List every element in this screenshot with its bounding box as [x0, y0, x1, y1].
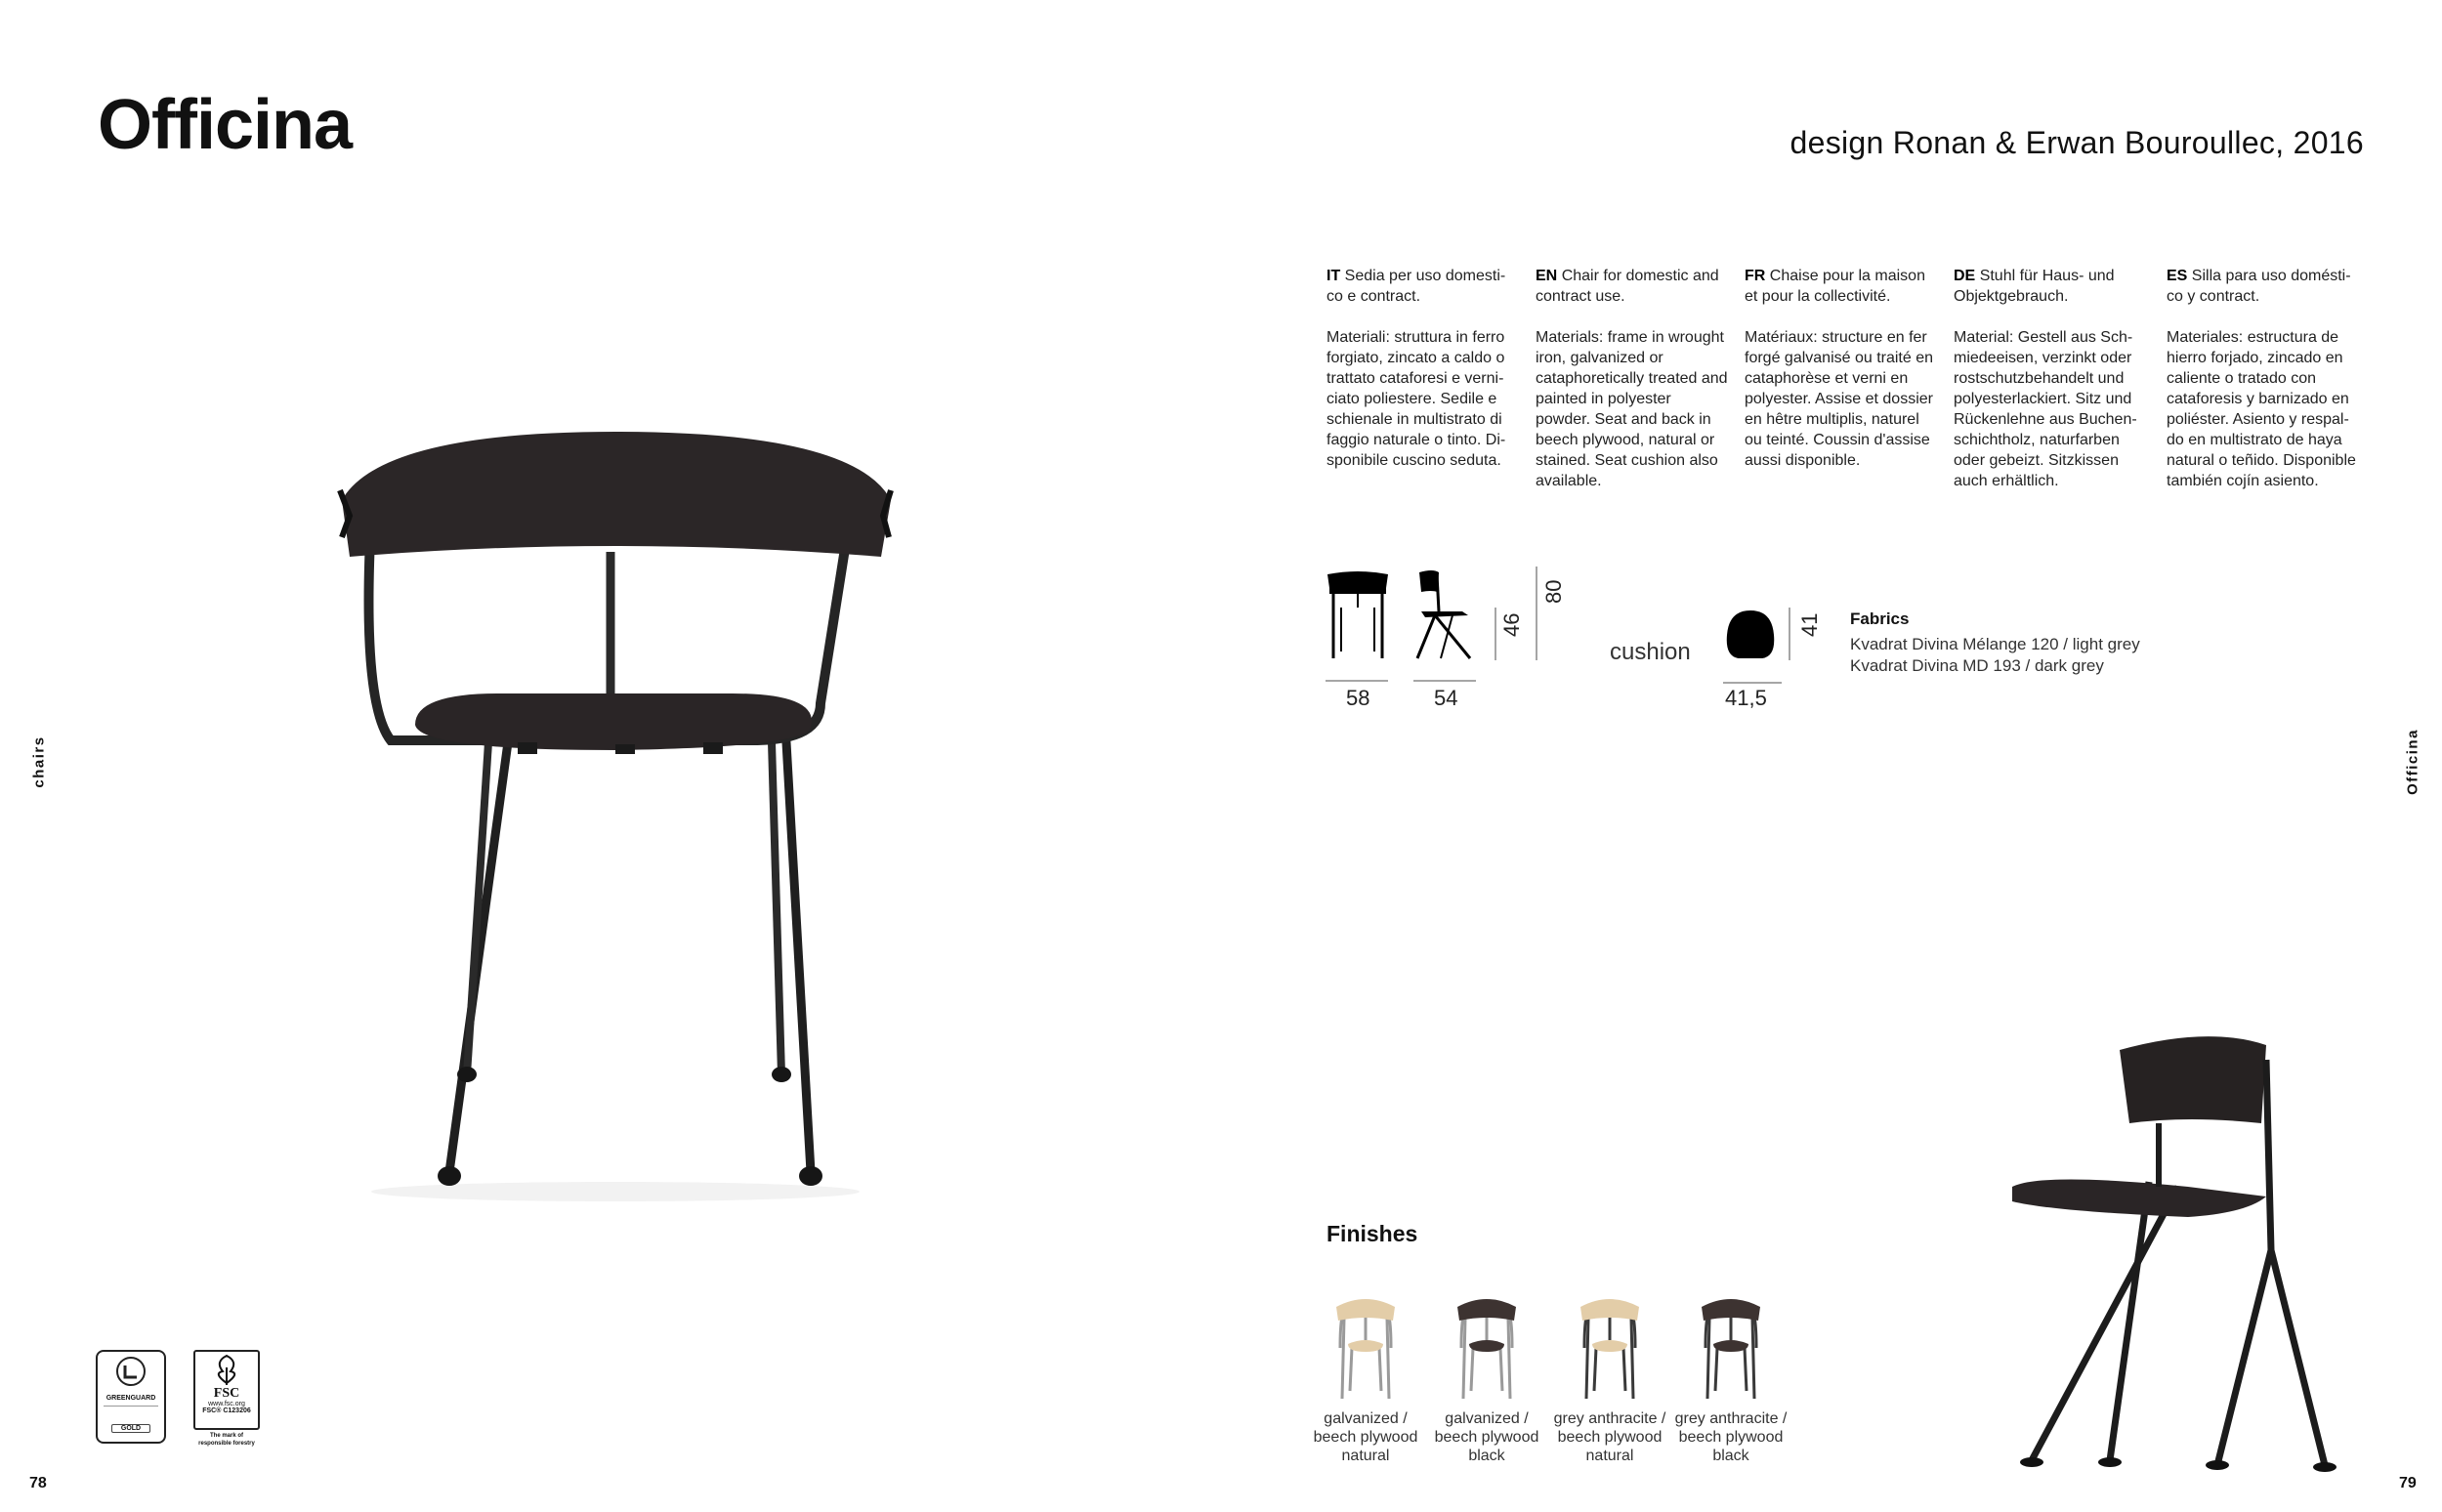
description-it [1326, 266, 1520, 491]
finish-chair-icon [1305, 1289, 1426, 1405]
description-es [2167, 266, 2360, 512]
description-intro: Silla para uso domésti-co y contract. [2167, 268, 2351, 305]
chair-front-photo [322, 410, 928, 1211]
dimension-total-height: 80 [1541, 579, 1566, 604]
description-intro: Stuhl für Haus- und Objektgebrauch. [1954, 268, 2115, 305]
greenguard-name: GREENGUARD [105, 1395, 156, 1402]
lang-code: IT [1326, 268, 1341, 284]
page-number-right: 79 [2399, 1475, 2417, 1491]
finish-item [1549, 1289, 1670, 1465]
dimension-seat-height: 46 [1499, 612, 1524, 637]
finish-label-line1: galvanized / [1324, 1410, 1408, 1427]
greenguard-level: GOLD [111, 1424, 150, 1433]
fsc-code: FSC® C123206 [202, 1407, 251, 1414]
description-materials: Matériaux: structure en fer forgé galvanisé ou traité en cataphorèse et verni en polyester. Assise et dossier en hêtre multiplis, naturel ou teinté. Coussin d'assise aussi disponible. [1745, 329, 1934, 469]
finish-item [1426, 1289, 1547, 1465]
finish-label-line2: beech plywood [1557, 1429, 1663, 1446]
finish-chair-icon [1670, 1289, 1791, 1405]
finish-label-line1: grey anthracite / [1674, 1410, 1788, 1427]
page-number-left: 78 [29, 1475, 47, 1491]
fsc-tagline: The mark of responsible forestry [198, 1433, 255, 1447]
dimension-side-depth: 54 [1434, 686, 1458, 710]
description-de [1954, 266, 2147, 512]
finish-label-line3: natural [1341, 1448, 1390, 1464]
description-materials: Materials: frame in wrought iron, galvanized or cataphoretically treated and painted in polyester powder. Seat and back in beech plywood, natural or stained. Seat cushion also available. [1536, 329, 1728, 489]
lang-code: EN [1536, 268, 1558, 284]
designer-credit: design Ronan & Erwan Bouroullec, 2016 [1789, 125, 2364, 160]
finish-label-line2: beech plywood [1434, 1429, 1539, 1446]
finish-label-line1: galvanized / [1445, 1410, 1529, 1427]
greenguard-logo [96, 1350, 166, 1444]
lang-code: DE [1954, 268, 1976, 284]
description-materials: Materiali: struttura in ferro forgiato, zincato a caldo o trattato cataforesi e verni-ciato poliestere. Sedile e schienale in multistrato di faggio naturale o tinto. Di-sponibile cuscino seduta. [1326, 329, 1506, 469]
description-materials: Material: Gestell aus Sch-miedeeisen, verzinkt oder rostschutzbehandelt und polyesterlackiert. Sitz und Rückenlehne aus Buchen-schichtholz, naturfarben oder gebeizt. Sitzkissen auch erhältlich. [1954, 329, 2137, 489]
finishes-title: Finishes [1326, 1221, 1418, 1246]
fsc-name: FSC [213, 1386, 240, 1401]
finish-item [1305, 1289, 1426, 1465]
finish-item [1670, 1289, 1791, 1465]
description-intro: Sedia per uso domesti-co e contract. [1326, 268, 1506, 305]
finish-chair-icon [1426, 1289, 1547, 1405]
finish-label-line2: beech plywood [1678, 1429, 1784, 1446]
finish-label-line3: natural [1585, 1448, 1634, 1464]
description-materials: Materiales: estructura de hierro forjado, zincado en caliente o tratado con cataforesis y barnizado en poliéster. Asiento y respal-do en multistrato de haya natural o teñido. Disponible también cojín asiento. [2167, 329, 2356, 489]
fabrics-title: Fabrics [1850, 609, 1910, 628]
greenguard-emblem-icon [98, 1352, 164, 1395]
fabric-item: Kvadrat Divina Mélange 120 / light grey [1850, 635, 2140, 653]
description-intro: Chaise pour la maison et pour la collectivité. [1745, 268, 1925, 305]
lang-code: ES [2167, 268, 2188, 284]
lang-code: FR [1745, 268, 1766, 284]
chair-side-photo [1993, 1026, 2354, 1475]
dimension-front-width: 58 [1346, 686, 1370, 710]
finish-label-line3: black [1468, 1448, 1505, 1464]
description-en [1536, 266, 1729, 512]
fsc-logo [193, 1350, 260, 1430]
description-fr [1745, 266, 1938, 491]
description-intro: Chair for domestic and contract use. [1536, 268, 1719, 305]
finish-label-line1: grey anthracite / [1553, 1410, 1666, 1427]
dimension-cushion-depth: 41 [1797, 612, 1822, 637]
cushion-label: cushion [1610, 639, 1691, 665]
dimension-cushion-width: 41,5 [1725, 686, 1767, 710]
tree-icon [195, 1352, 258, 1387]
page-title: Officina [98, 86, 353, 164]
fabric-item: Kvadrat Divina MD 193 / dark grey [1850, 656, 2104, 675]
finish-label-line3: black [1712, 1448, 1749, 1464]
finish-chair-icon [1549, 1289, 1670, 1405]
product-side-label: Officina [2404, 729, 2421, 795]
section-label: chairs [30, 735, 48, 788]
finish-label-line2: beech plywood [1313, 1429, 1418, 1446]
fsc-site: www.fsc.org [208, 1401, 245, 1407]
